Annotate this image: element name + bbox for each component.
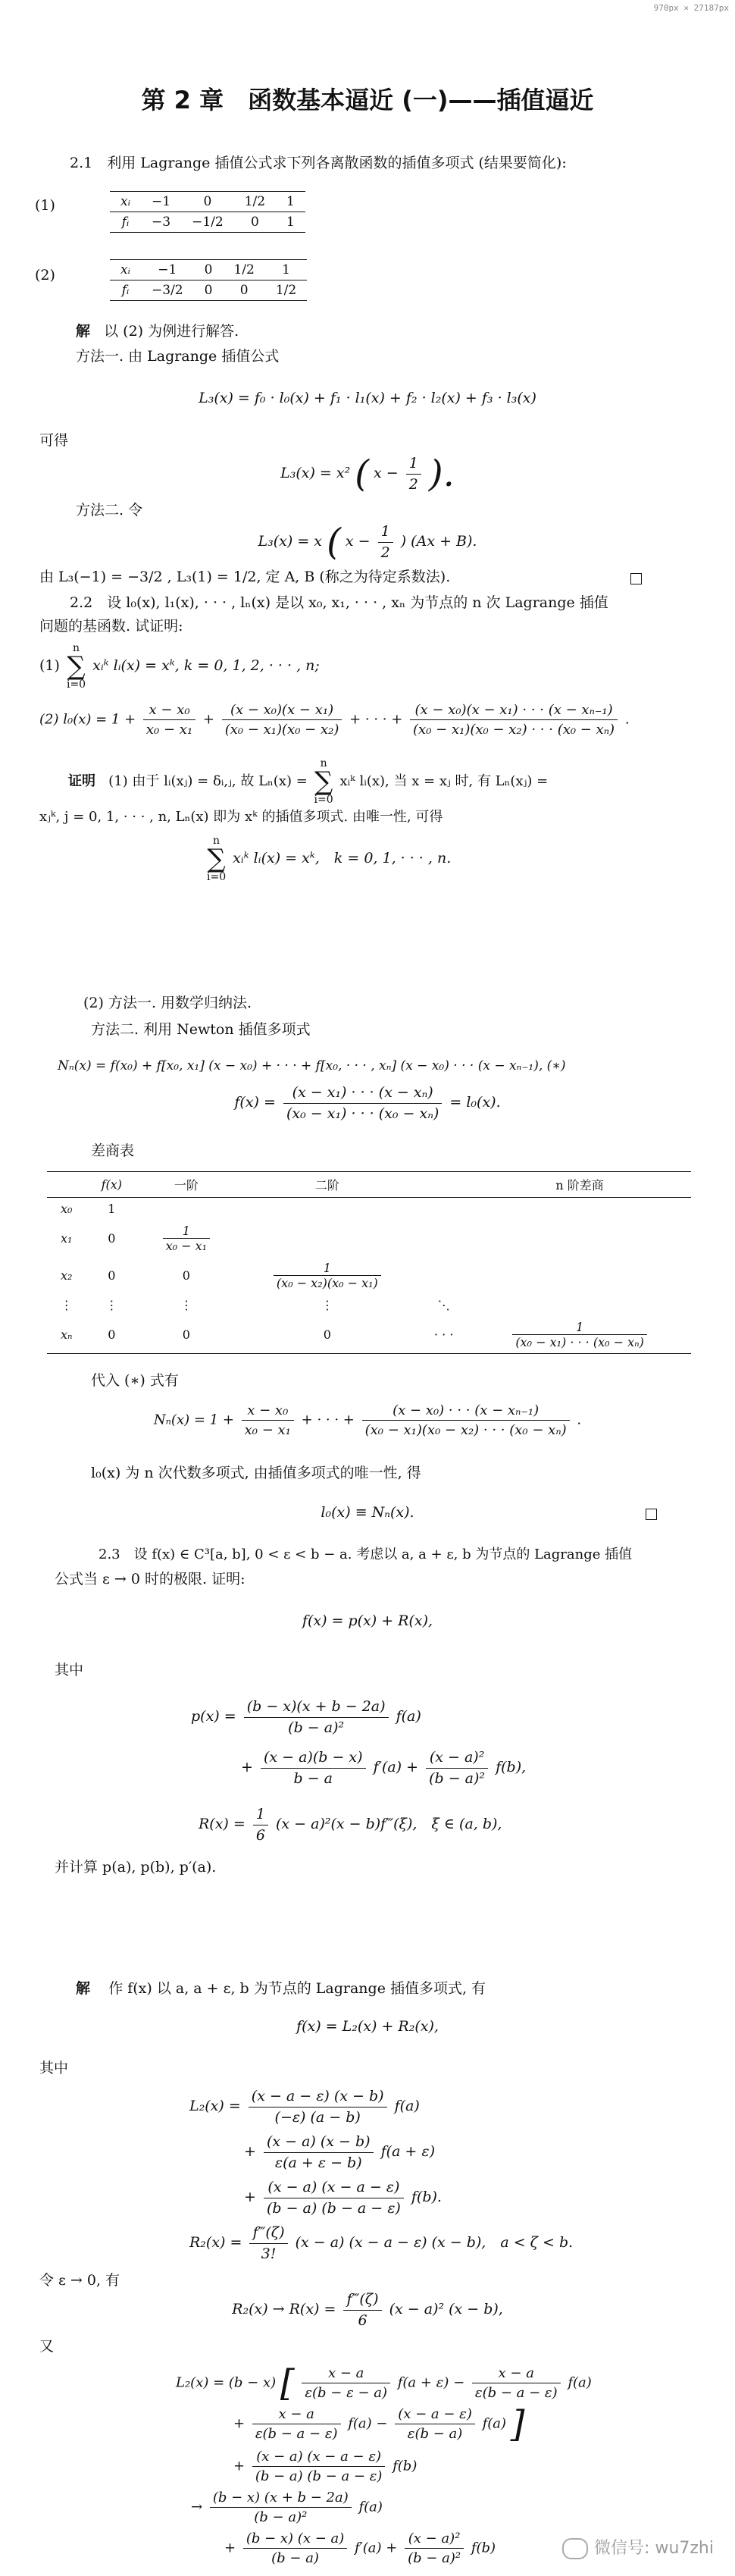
fraction: $\frac{(b - x) (x - a)}{(b - a)}$ — [243, 2529, 347, 2568]
table-row — [47, 1220, 691, 1257]
table-cell: 1/2 — [275, 283, 297, 298]
formula-part: (x − a) (x − a − ε) (x − b), a < ζ < b. — [295, 2234, 574, 2252]
l2b-line-2 — [233, 2402, 525, 2446]
difference-table-title: 差商表 — [91, 1142, 135, 1159]
fraction: $\frac{x - a}{\varepsilon(b - a - \varepsilon)}$ — [252, 2405, 341, 2443]
fraction: $\frac{\text{(x − a)²}}{\text{(b − a)²}}$ — [426, 1747, 488, 1788]
table-1-row-x — [110, 192, 305, 212]
formula-part: f(b) — [471, 2540, 496, 2556]
formula-part: f′(a) + — [373, 1759, 419, 1776]
qed-box — [646, 1509, 657, 1520]
limit-text: 令 ε → 0, 有 — [39, 2272, 120, 2289]
formula-part: x − — [345, 533, 371, 550]
fraction: $\frac{1}{2}$ — [406, 453, 421, 494]
r2-limit-formula — [0, 2289, 735, 2330]
fraction: $\frac{(x - a)(b - x)}{b - a}$ — [261, 1747, 366, 1788]
formula-part: f(a + ε) — [380, 2143, 436, 2161]
table-cell: −3/2 — [152, 283, 183, 298]
substitute-text: 代入 (∗) 式有 — [91, 1372, 179, 1389]
fraction: $\frac{\text{(x − x₁) · · · (x − xₙ)}}{\text{(x₀ − x₁) · · · (x₀ − xₙ)}}$ — [283, 1083, 442, 1123]
method-1-text: 方法一. 由 Lagrange 插值公式 — [76, 348, 280, 365]
fraction: $\frac{\text{x − x₀}}{\text{x₀ − x₁}}$ — [143, 700, 195, 739]
l2b-line-5 — [224, 2529, 496, 2568]
table-cell — [47, 1172, 86, 1198]
table-cell: x₂ — [61, 1268, 73, 1283]
chapter-title: 第 2 章 函数基本逼近 (一)——插值逼近 — [141, 86, 594, 114]
l2-formula-line-1 — [189, 2086, 420, 2127]
data-table-2 — [110, 259, 307, 301]
qizhong-text-2: 其中 — [39, 2060, 69, 2076]
table-cell: 1/2 — [233, 262, 255, 277]
formula-part: + — [233, 2415, 246, 2432]
table-cell: ⋮ — [321, 1298, 333, 1312]
problem-2-2-line-1: 2.2 设 l₀(x), l₁(x), · · · , lₙ(x) 是以 x₀, x₁, · · · , xₙ 为节点的 n 次 Lagrange 插值 — [70, 594, 608, 611]
formula-part: f(a) — [358, 2499, 383, 2515]
table-row — [47, 1294, 691, 1316]
formula-part: + — [202, 711, 214, 728]
table-cell: 0 — [108, 1231, 116, 1246]
table-cell: 0 — [182, 1327, 190, 1342]
result-3: 由 L₃(−1) = −3/2 , L₃(1) = 1/2, 定 A, B (称之为待定系数法). — [39, 569, 451, 585]
problem-2-2-line-2: 问题的基函数. 试证明: — [39, 618, 183, 635]
table-cell — [468, 1316, 691, 1354]
table-cell: 0 — [204, 283, 213, 298]
table-2-label: (2) — [35, 267, 55, 284]
formula-part: (2) l₀(x) = 1 + — [39, 711, 136, 728]
table-cell: 0 — [182, 1268, 190, 1283]
wechat-watermark — [562, 2535, 714, 2559]
table-cell: 0 — [204, 262, 213, 277]
sum-operator: n ∑ i=0 — [207, 835, 227, 883]
table-cell: 1 — [282, 262, 290, 277]
table-cell: 0 — [239, 283, 249, 298]
table-cell: 0 — [323, 1327, 331, 1342]
table-row — [47, 1316, 691, 1354]
proof-result — [205, 835, 451, 882]
formula-part: Nₙ(x) = 1 + — [153, 1412, 234, 1428]
fraction: $\frac{1}{\text{(x₀ − x₁) · · · (x₀ − xₙ)}}$ — [512, 1320, 647, 1349]
fraction: $\frac{(x - a - \varepsilon) (x - b)}{(-\varepsilon) (a - b)}$ — [249, 2086, 387, 2127]
formula-part: + — [241, 1759, 253, 1776]
table-cell: n 阶差商 — [555, 1178, 604, 1192]
fraction: $\frac{\text{(x − x₀)(x − x₁) · · · (x − xₙ₋₁)}}{\text{(x₀ − x₁)(x₀ − x₂) · · · (x₀ − xₙ)}}$ — [410, 700, 618, 739]
paren: ). — [428, 453, 455, 496]
table-cell: 0 — [250, 215, 259, 230]
you-text: 又 — [39, 2338, 55, 2355]
paren: ( — [327, 521, 341, 564]
formula-part: = l₀(x). — [449, 1094, 501, 1111]
table-header-row — [47, 1172, 691, 1198]
item-label: (1) — [39, 657, 60, 674]
table-cell: ⋮ — [180, 1298, 192, 1312]
r-formula — [199, 1804, 502, 1845]
l2b-line-3 — [233, 2447, 417, 2486]
fraction: $\frac{x - a}{\varepsilon(b - \varepsilon - a)}$ — [302, 2364, 390, 2402]
fraction: $\frac{1}{6}$ — [253, 1804, 268, 1845]
bracket: ] — [510, 2402, 525, 2446]
formula-part: f(a) — [394, 2098, 420, 2115]
table-cell: f(x) — [101, 1177, 123, 1192]
formula-part: f(x) = — [234, 1094, 276, 1111]
table-cell: xᵢ — [120, 262, 131, 277]
table-cell: ⋱ — [437, 1298, 450, 1312]
l2-formula-line-3 — [244, 2177, 442, 2218]
table-cell: −3 — [152, 215, 171, 230]
solution-heading: 解 — [76, 323, 91, 340]
formula-part: L₃(x) = x² — [280, 465, 351, 482]
nn-formula — [0, 1401, 735, 1440]
formula-part: xᵢᵏ lᵢ(x) = xᵏ, k = 0, 1, · · · , n. — [233, 850, 452, 867]
table-cell: x₁ — [61, 1231, 73, 1246]
table-cell: ⋮ — [105, 1298, 118, 1312]
newton-formula: Nₙ(x) = f(x₀) + f[x₀, x₁] (x − x₀) + · · · + f[x₀, · · · , xₙ] (x − x₀) · · · (x − xₙ₋₁), (∗) — [58, 1058, 566, 1073]
item-2 — [39, 700, 630, 739]
formula-part: + — [244, 2143, 256, 2161]
formula-part: + — [233, 2458, 246, 2474]
formula-part: R(x) = — [199, 1816, 246, 1833]
table-cell: 1 — [286, 194, 295, 209]
fraction: $\frac{x - a}{\varepsilon(b - a - \varepsilon)}$ — [472, 2364, 561, 2402]
formula-part: L₃(x) = x — [258, 533, 323, 550]
problem-2-3-line-2: 公式当 ε → 0 时的极限. 证明: — [55, 1571, 246, 1587]
table-1-row-f — [110, 212, 305, 233]
table-cell: fᵢ — [121, 283, 130, 298]
table-cell: fᵢ — [121, 215, 130, 230]
part-2-method-2: 方法二. 利用 Newton 插值多项式 — [91, 1021, 311, 1038]
formula-part: R₂(x) = — [189, 2234, 242, 2252]
table-cell: 1/2 — [244, 194, 266, 209]
formula-part: f(a) — [396, 1708, 421, 1725]
table-cell: xₙ — [60, 1327, 73, 1342]
formula-part: f(b), — [496, 1759, 527, 1776]
formula-part: f(a) — [482, 2415, 507, 2432]
problem-2-1-statement: 2.1 利用 Lagrange 插值公式求下列各离散函数的插值多项式 (结果要简化): — [70, 155, 567, 171]
solution-line — [76, 321, 239, 342]
formula-l3: L₃(x) = f₀ · l₀(x) + f₁ · l₁(x) + f₂ · l₂(x) + f₃ · l₃(x) — [199, 390, 536, 406]
fraction: $\frac{\text{x − x₀}}{\text{x₀ − x₁}}$ — [242, 1401, 294, 1440]
formula-part: x − — [374, 465, 399, 482]
table-cell: 1 — [108, 1202, 116, 1216]
table-row — [47, 1257, 691, 1294]
proof-line-1 — [68, 758, 548, 805]
fraction: $\frac{1}{2}$ — [378, 522, 393, 563]
qizhong-text: 其中 — [55, 1662, 84, 1678]
solution-text: 以 (2) 为例进行解答. — [104, 323, 239, 340]
proof-heading: 证明 — [68, 773, 95, 789]
data-table-1 — [110, 191, 305, 233]
fraction: $\frac{(x - a) (x - a - \varepsilon)}{(b - a) (b - a - \varepsilon)}$ — [252, 2447, 386, 2486]
formula-part: f(b). — [411, 2189, 442, 2206]
table-cell: x₀ — [61, 1202, 73, 1216]
fraction: $\frac{(x - a) (x - b)}{\varepsilon(a + \varepsilon - b)}$ — [264, 2132, 374, 2173]
formula-part: + — [244, 2189, 256, 2206]
kede-text: 可得 — [39, 432, 69, 449]
uniqueness-text: l₀(x) 为 n 次代数多项式, 由插值多项式的唯一性, 得 — [91, 1465, 421, 1481]
formula-part: + · · · + — [301, 1412, 355, 1428]
method-2-text: 方法二. 令 — [76, 502, 143, 519]
bracket: [ — [280, 2361, 295, 2405]
table-cell — [419, 1172, 468, 1198]
table-1-label: (1) — [35, 197, 55, 214]
table-2-row-f — [110, 280, 307, 301]
formula-part: (1) 由于 lᵢ(xⱼ) = δᵢ,ⱼ, 故 Lₙ(x) = — [108, 773, 308, 789]
problem-2-3-line-1: 2.3 设 f(x) ∈ C³[a, b], 0 < ε < b − a. 考虑以 a, a + ε, b 为节点的 Lagrange 插值 — [99, 1547, 633, 1562]
r2-formula — [189, 2223, 573, 2264]
formula-part: + · · · + — [349, 711, 403, 728]
fraction: $\frac{(b - x)(x + b - 2a)}{\text{(b − a)²}}$ — [244, 1697, 389, 1738]
table-cell: ⋮ — [60, 1298, 73, 1312]
formula-part: f(b) — [393, 2458, 418, 2474]
table-cell: 0 — [108, 1327, 116, 1342]
table-cell: −1 — [152, 194, 171, 209]
l2-formula-line-2 — [244, 2132, 435, 2173]
fraction: $\frac{1}{\text{x₀ − x₁}}$ — [163, 1224, 210, 1253]
qed-box — [630, 573, 642, 584]
formula-part: f′(a) + — [354, 2540, 398, 2556]
paren: ( — [355, 453, 369, 496]
formula-part: . — [577, 1412, 582, 1428]
result-2 — [0, 522, 735, 563]
fraction: $\frac{\text{(x − a)²}}{\text{(b − a)²}}$ — [405, 2529, 464, 2568]
formula-part: f(a + ε) − — [397, 2374, 465, 2391]
fx-formula — [0, 1083, 735, 1123]
formula-part: (x − a)² (x − b), — [389, 2301, 503, 2318]
table-cell: 1 — [286, 215, 295, 230]
p-formula-line-2 — [241, 1747, 526, 1788]
table-cell — [235, 1257, 419, 1294]
equation-f-p-r: f(x) = p(x) + R(x), — [302, 1612, 433, 1629]
formula-part: (x − a)²(x − b)f‴(ξ), ξ ∈ (a, b), — [276, 1816, 502, 1833]
table-cell: 一阶 — [174, 1178, 199, 1192]
table-cell: 0 — [108, 1268, 116, 1283]
formula-part: f(a) − — [348, 2415, 388, 2432]
fraction: $\frac{f‴(\zeta)}{6}$ — [343, 2289, 381, 2330]
formula-part: . — [624, 711, 630, 728]
fraction: $\frac{(x - a) (x - a - \varepsilon)}{(b - a) (b - a - \varepsilon)}$ — [264, 2177, 404, 2218]
fraction: $\frac{(x - a - \varepsilon)}{\varepsilon(b - a)}$ — [395, 2405, 475, 2443]
result-1 — [0, 453, 735, 494]
formula-part: R₂(x) → R(x) = — [232, 2301, 336, 2318]
table-row — [47, 1198, 691, 1221]
sum-operator: n ∑ i=0 — [314, 757, 333, 806]
formula-part: xᵢᵏ lᵢ(x), 当 x = xⱼ 时, 有 Lₙ(xⱼ) = — [339, 773, 549, 789]
table-cell: · · · — [434, 1327, 454, 1342]
formula-part: → — [191, 2499, 203, 2515]
sum-operator: n ∑ i=0 — [66, 642, 86, 691]
equation-l2-r2: f(x) = L₂(x) + R₂(x), — [296, 2018, 439, 2035]
table-cell: −1 — [158, 262, 177, 277]
solution-2-3-line — [76, 1979, 486, 1999]
p-formula-line-1 — [191, 1697, 421, 1738]
formula-part: f(a) — [568, 2374, 592, 2391]
fraction: $\frac{(b - x) (x + b - 2a)}{\text{(b − a)²}}$ — [210, 2488, 352, 2527]
fraction: $\frac{\text{(x − x₀) · · · (x − xₙ₋₁)}}{\text{(x₀ − x₁)(x₀ − x₂) · · · (x₀ − xₙ)}}$ — [362, 1401, 570, 1440]
watermark-text: 微信号: wu7zhi — [594, 2539, 714, 2558]
formula-part: + — [224, 2540, 236, 2556]
formula-part: ) (Ax + B). — [400, 533, 477, 550]
solution-heading: 解 — [76, 1980, 91, 1997]
formula-part: p(x) = — [191, 1708, 236, 1725]
table-cell: 0 — [203, 194, 212, 209]
table-cell: −1/2 — [192, 215, 224, 230]
formula-part: L₂(x) = — [189, 2098, 241, 2115]
compute-text: 并计算 p(a), p(b), p′(a). — [55, 1859, 217, 1876]
table-cell: 二阶 — [314, 1178, 339, 1192]
fraction: $\frac{f‴(\zeta)}{3!}$ — [249, 2223, 287, 2264]
l2b-line-4 — [191, 2488, 383, 2527]
item-1 — [39, 643, 320, 690]
table-cell: xᵢ — [120, 194, 131, 209]
conclusion-formula: l₀(x) ≡ Nₙ(x). — [321, 1504, 414, 1521]
formula-part: xᵢᵏ lᵢ(x) = xᵏ, k = 0, 1, 2, · · · , n; — [92, 657, 320, 674]
fraction: $\frac{\text{(x − x₀)(x − x₁)}}{\text{(x₀ − x₁)(x₀ − x₂)}}$ — [222, 700, 342, 739]
proof-line-2: xⱼᵏ, j = 0, 1, · · · , n, Lₙ(x) 即为 xᵏ 的插值多项式. 由唯一性, 可得 — [39, 809, 443, 825]
formula-part: L₂(x) = (b − x) — [176, 2374, 277, 2391]
difference-table — [47, 1171, 691, 1354]
wechat-icon — [562, 2538, 588, 2559]
l2b-line-1 — [176, 2361, 592, 2405]
table-2-row-x — [110, 260, 307, 280]
solution-text: 作 f(x) 以 a, a + ε, b 为节点的 Lagrange 插值多项式, 有 — [108, 1980, 486, 1997]
table-cell — [137, 1220, 235, 1257]
fraction: $\frac{1}{\text{(x₀ − x₂)(x₀ − x₁)}}$ — [274, 1261, 381, 1290]
page-dimension-label: 970px × 27187px — [653, 3, 729, 13]
part-2-method-1: (2) 方法一. 用数学归纳法. — [83, 995, 252, 1011]
